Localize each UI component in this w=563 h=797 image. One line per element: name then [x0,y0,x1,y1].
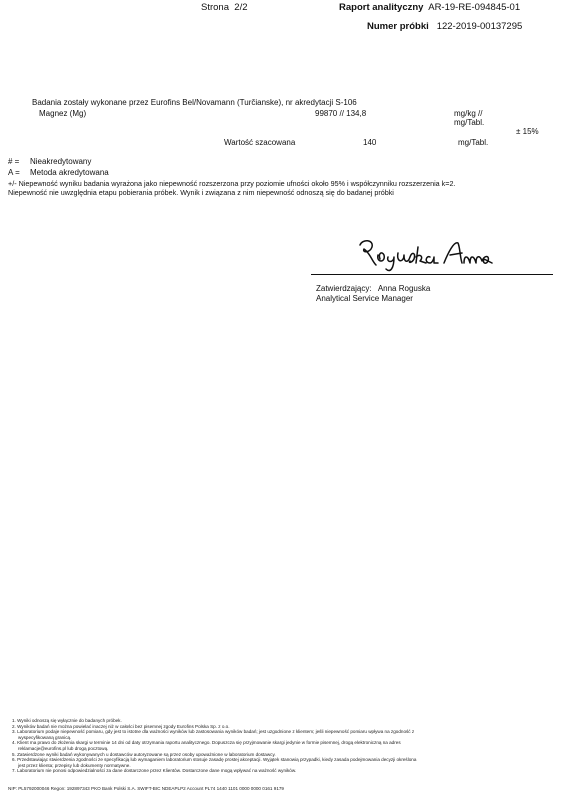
footnote-line: 5. Zatwierdzone wyniki badań wykonywanych u dostawców autoryzowane są przez osoby upoważnione w laboratorium dostawcy. [12,751,276,757]
estimated-label: Wartość szacowana [224,138,296,147]
sample-label: Numer próbki [367,21,429,32]
estimated-unit: mg/Tabl. [458,138,489,147]
estimated-value: 140 [363,138,377,147]
uncertainty-value: ± 15% [516,127,539,136]
uncertainty-note-line-1: +/- Niepewność wyniku badania wyrażona jako niepewność rozszerzona przy poziomie ufności około 95% i współczynniku rozszerzenia k=2. [8,179,456,188]
footnote-line: 7. Laboratorium nie ponosi odpowiedzialności za dane dostarczone przez Klientów. Dostarczone dane mogą wpływać na ważność wyników. [12,768,297,774]
footnotes [12,718,416,774]
result-value: 99870 // 134,8 [315,109,367,118]
legend-hash-text: Nieakredytowany [30,157,92,166]
sample-value: 122-2019-00137295 [436,21,523,32]
page-value: 2/2 [234,2,248,13]
footnote-line: reklamacje@eurofins.pl lub drogą pocztową. [18,745,109,751]
sample-number [367,21,522,32]
analyte-name: Magnez (Mg) [39,109,87,118]
approver-label: Zatwierdzający: [316,284,372,293]
unit-line-2: mg/Tabl. [454,118,485,127]
footnote-line: 2. Wyników badań nie można powielać inaczej niż w całości bez pisemnej zgody Eurofins Polska Sp. z o.o. [12,723,230,729]
approver-role: Analytical Service Manager [316,294,413,303]
legend-a-symbol: A = [8,168,20,177]
footnote-line: 6. Przedstawiając stwierdzenia zgodności ze specyfikacją lub wymaganiem laboratorium stosuje zasadę prostej akceptacji. Wyjątek stanowią przypadki, kiedy zasada podejmowania decyzji określona [12,757,417,763]
page-label: Strona [201,2,229,13]
footnote-line: 1. Wyniki odnoszą się wyłącznie do badanych próbek. [12,718,122,723]
report-number [339,2,520,13]
report-label: Raport analityczny [339,2,424,13]
footnote-line: 4. Klient ma prawo do złożenia skargi w terminie 14 dni od daty otrzymania raportu analitycznego. Dopuszcza się przyjmowanie skargi jedynie w formie pisemnej, drogą elektroniczną na adres [12,740,401,746]
footnote-line: 3. Laboratorium podaje niepewność pomiaru, gdy jest to istotne dla ważności wyników lub zastosowania wyników badań; jest uzgodnione z klientem; jeśli niepewność pomiaru wpływa na zgodność z [12,729,415,735]
page-number [201,2,248,13]
unit-line-1: mg/kg // [454,109,483,118]
legend-a-text: Metoda akredytowana [30,168,109,177]
signature-line [311,274,553,275]
signature [350,233,500,273]
footnote-line: wyspecyfikowaną granicą. [18,734,72,740]
bank-details: NIP: PL5792000046 Regon: 192897343 PKO Bank Polski S.A. SWIFT-BIC NDEAPLP2 Account PL74 1440 1101 0000 0000 0161 9179 [8,786,284,791]
lab-note: Badania zostały wykonane przez Eurofins Bel/Novamann (Turčianske), nr akredytacji S-106 [32,98,357,107]
uncertainty-note-line-2: Niepewność nie uwzględnia etapu pobierania próbek. Wynik i związana z nim niepewność odnoszą się do badanej próbki [8,188,394,197]
approver-block [316,284,430,293]
approver-name: Anna Roguska [377,284,431,293]
report-value: AR-19-RE-094845-01 [428,2,521,13]
footnote-line: jest przez klienta; przepisy lub dokumenty normatywne. [18,762,131,768]
legend-hash-symbol: # = [8,157,20,166]
